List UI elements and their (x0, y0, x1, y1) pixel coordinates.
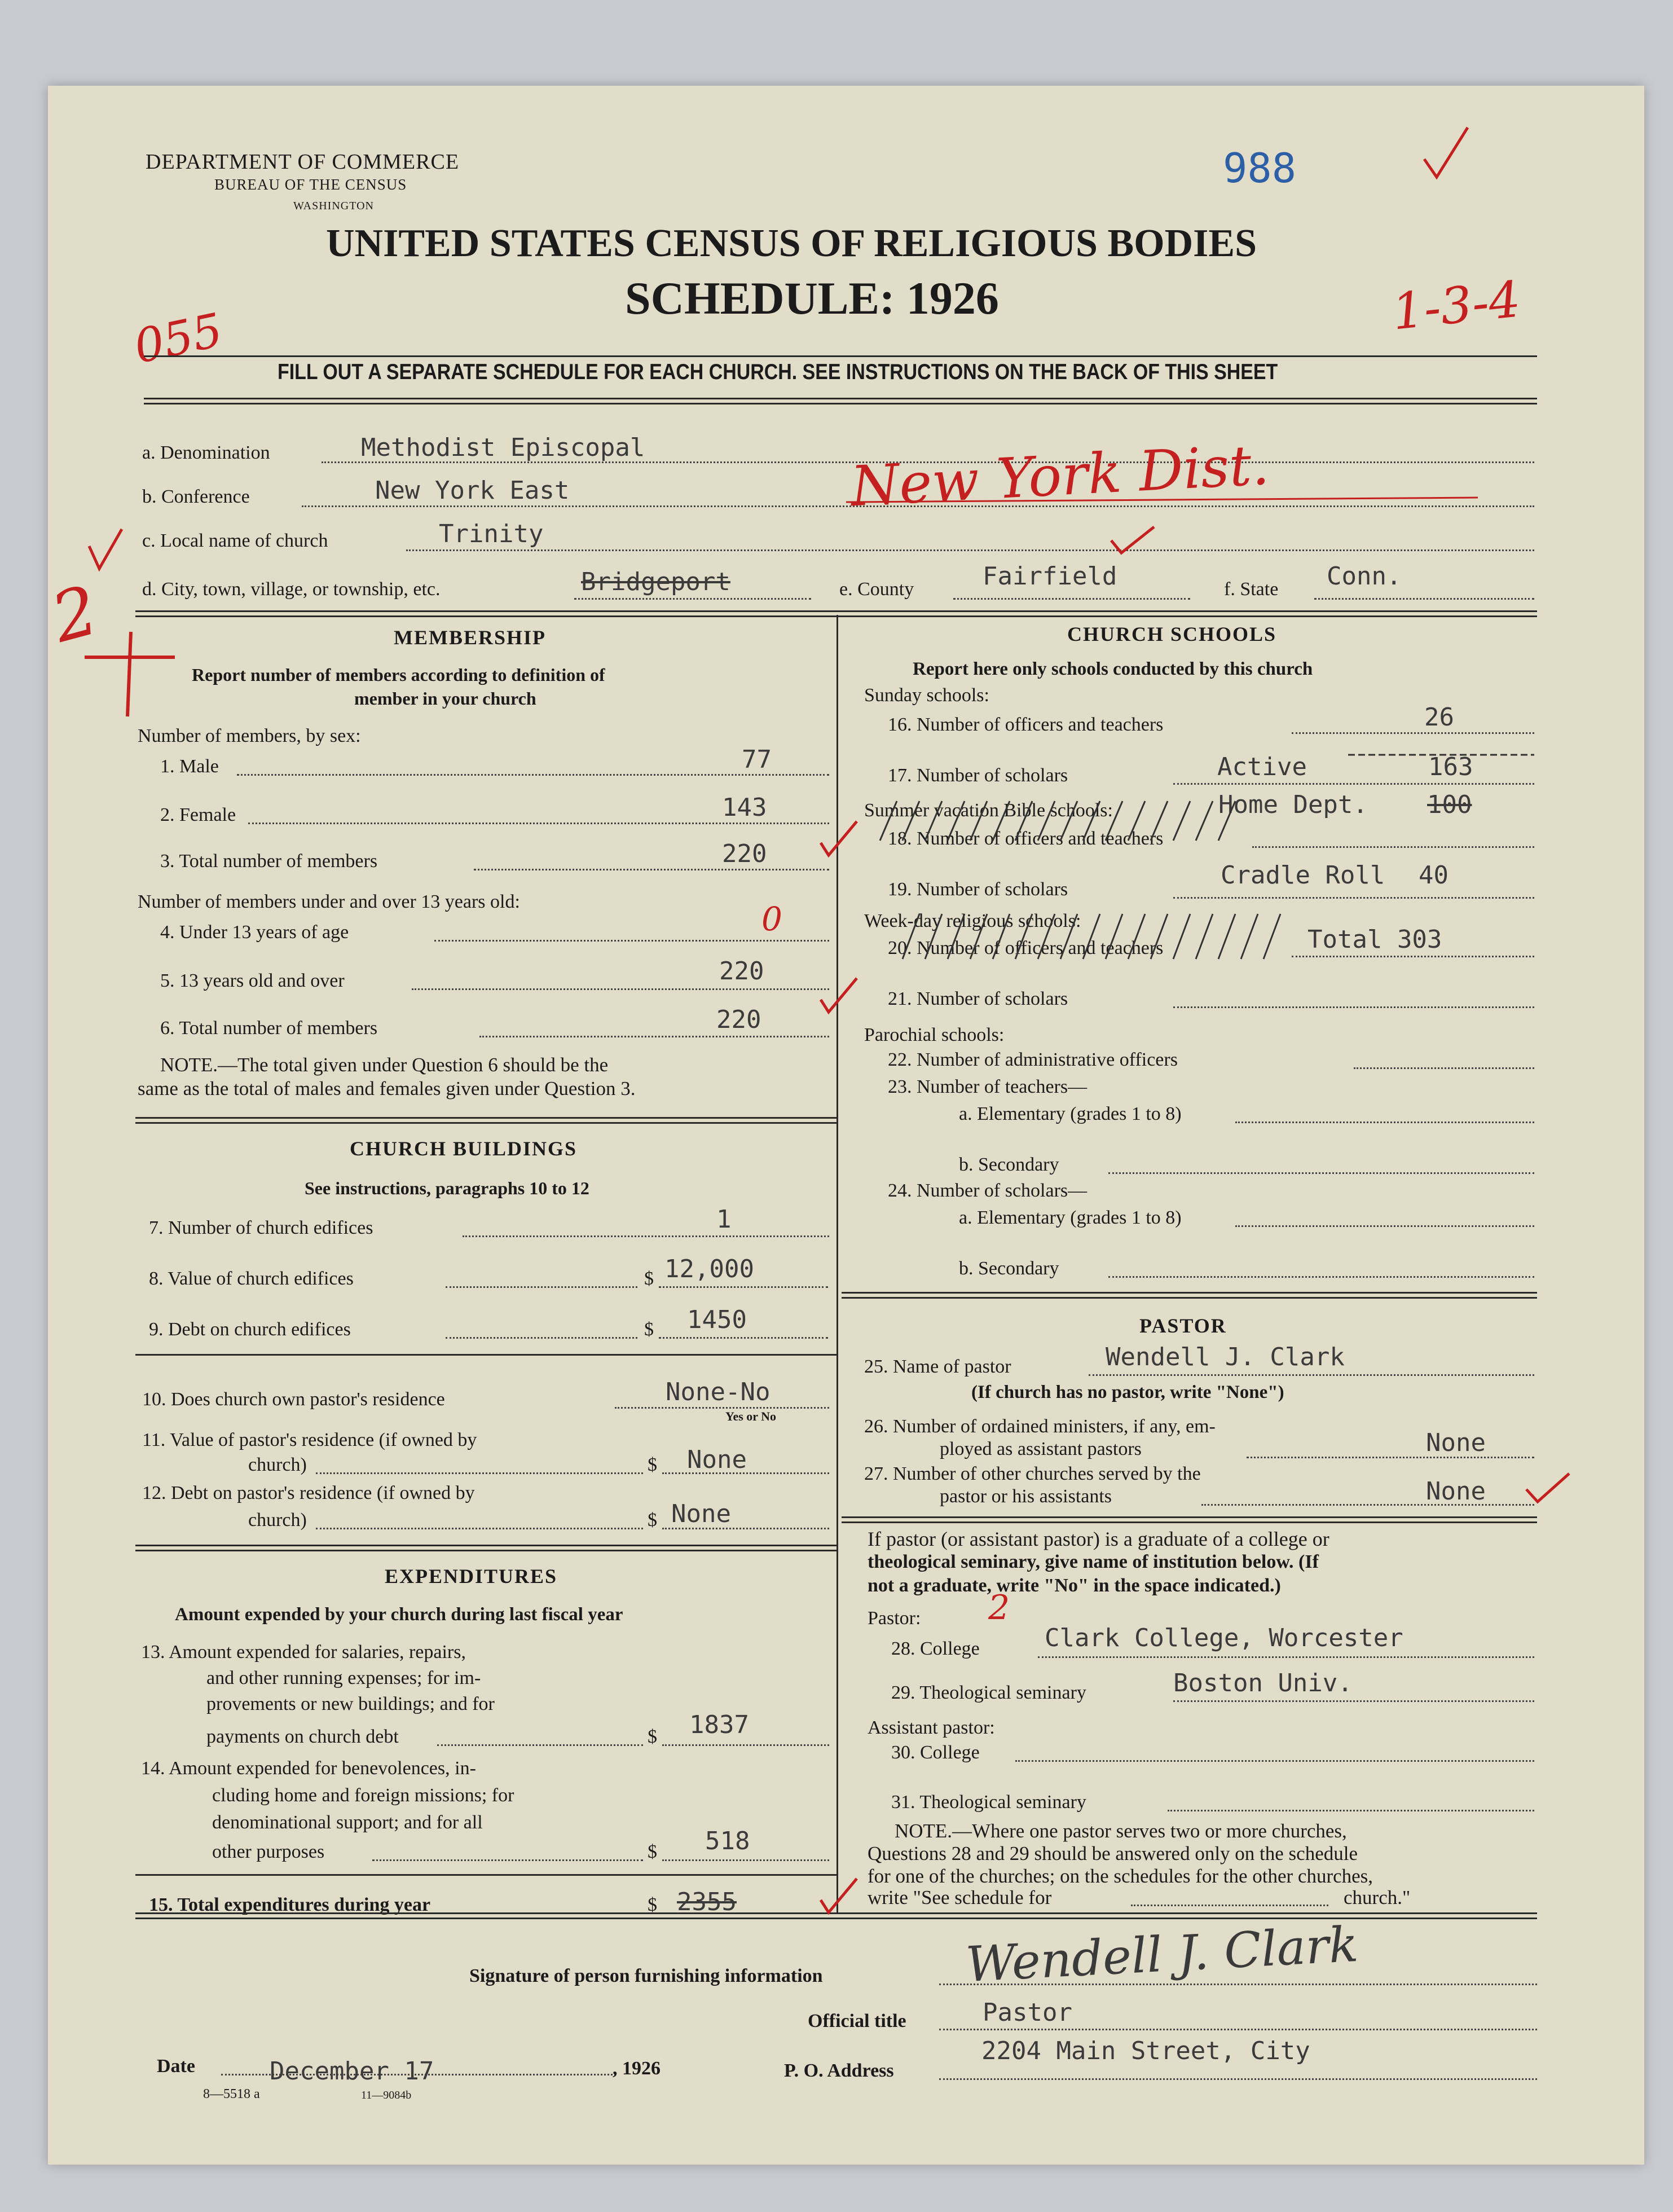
edifice-debt-amount: 1450 (687, 1305, 747, 1334)
vacation-officers-label: 18. Number of officers and teachers (888, 828, 1164, 849)
benevolences-label: other purposes (212, 1841, 325, 1862)
county-label: e. County (839, 579, 914, 600)
membership-note-a: NOTE.—The total given under Question 6 should be the (160, 1054, 609, 1076)
female-label: 2. Female (160, 804, 236, 825)
washington-label: WASHINGTON (293, 200, 374, 212)
seminary-label: 29. Theological seminary (891, 1682, 1086, 1703)
assistant-pastors-label: 26. Number of ordained ministers, if any, em- (864, 1416, 1216, 1437)
signature-label: Signature of person furnishing information (469, 1965, 823, 1986)
running-expenses-amount: 1837 (689, 1710, 749, 1739)
buildings-sub: See instructions, paragraphs 10 to 12 (305, 1178, 589, 1198)
hand-code-right: 1-3-4 (1389, 270, 1524, 341)
church-name-value: Trinity (439, 520, 544, 548)
parochial-schools-label: Parochial schools: (864, 1024, 1005, 1045)
residence-debt-label: church) (248, 1510, 307, 1531)
total-members-label: 3. Total number of members (160, 851, 378, 872)
sunday-scholars-count: 163 (1428, 753, 1473, 781)
assistant-college-label: 30. College (891, 1742, 980, 1763)
hand-underline (846, 498, 1478, 502)
over-13-label: 5. 13 years old and over (160, 970, 345, 991)
pastor-name-label: 25. Name of pastor (864, 1356, 1011, 1377)
signature: Wendell J. Clark (964, 1916, 1360, 1994)
residence-debt-amount: None (671, 1499, 731, 1528)
hand-code-left: 055 (129, 303, 227, 375)
pastor-name-value: Wendell J. Clark (1106, 1343, 1345, 1371)
scholars-secondary-label: b. Secondary (959, 1258, 1059, 1279)
form-title: UNITED STATES CENSUS OF RELIGIOUS BODIES (326, 222, 1257, 265)
denomination-label: a. Denomination (142, 442, 270, 463)
plus-mark-icon (85, 632, 175, 716)
college-label: 28. College (891, 1638, 980, 1659)
home-dept-count: 100 (1427, 790, 1472, 819)
other-churches-label: 27. Number of other churches served by the (864, 1463, 1201, 1484)
membership-heading: MEMBERSHIP (394, 626, 547, 649)
expenditures-sub: Amount expended by your church during last fiscal year (175, 1604, 623, 1625)
teachers-elementary-label: a. Elementary (grades 1 to 8) (959, 1103, 1182, 1124)
official-title-label: Official title (808, 2011, 906, 2031)
graduate-note: theological seminary, give name of institution below. (If (868, 1551, 1319, 1572)
sunday-scholars-label: 17. Number of scholars (888, 765, 1068, 786)
assistant-sub-label: Assistant pastor: (868, 1717, 995, 1738)
conference-value: New York East (375, 476, 570, 505)
vacation-scholars-label: 19. Number of scholars (888, 879, 1068, 900)
expenditures-heading: EXPENDITURES (385, 1565, 558, 1587)
benevolences-label: 14. Amount expended for benevolences, in- (141, 1758, 476, 1779)
other-churches-value: None (1426, 1477, 1486, 1506)
residence-label: 10. Does church own pastor's residence (142, 1389, 445, 1410)
serial-stamp: 988 (1223, 144, 1297, 192)
county-value: Fairfield (983, 562, 1117, 591)
dollar-sign: $ (648, 1454, 657, 1475)
instruction-bar: FILL OUT A SEPARATE SCHEDULE FOR EACH CHURCH. SEE INSTRUCTIONS ON THE BACK OF THIS SHEET (278, 360, 1278, 384)
check-mark-icon (821, 821, 857, 855)
sunday-schools-label: Sunday schools: (864, 685, 989, 706)
graduate-note: If pastor (or assistant pastor) is a graduate of a college or (868, 1528, 1329, 1550)
state-value: Conn. (1327, 562, 1402, 591)
check-mark-icon (821, 978, 857, 1012)
pastor-note: for one of the churches; on the schedules for the other churches, (868, 1865, 1373, 1887)
total-expenditures-amount: 2355 (677, 1888, 737, 1916)
assistant-seminary-label: 31. Theological seminary (891, 1792, 1086, 1813)
margin-handwritten-mark: 2 (44, 571, 106, 658)
parochial-scholars-label: 24. Number of scholars— (888, 1180, 1088, 1201)
running-expenses-label: 13. Amount expended for salaries, repairs, (141, 1642, 466, 1663)
parochial-teachers-label: 23. Number of teachers— (888, 1076, 1088, 1097)
form-subtitle: SCHEDULE: 1926 (625, 272, 999, 324)
yes-no-hint: Yes or No (725, 1409, 777, 1423)
over-13-value: 220 (719, 957, 764, 986)
residence-value-label: church) (248, 1454, 307, 1475)
dollar-sign: $ (648, 1510, 657, 1531)
cradle-roll-count: 40 (1419, 861, 1449, 890)
weekday-officers-label: 20. Number of officers and teachers (888, 938, 1164, 958)
male-label: 1. Male (160, 756, 219, 777)
dollar-sign: $ (644, 1319, 654, 1340)
form-number-b: 11—9084b (361, 2089, 412, 2101)
po-address-label: P. O. Address (784, 2060, 894, 2081)
department-label: DEPARTMENT OF COMMERCE (146, 150, 460, 174)
benevolences-label: cluding home and foreign missions; for (212, 1785, 514, 1806)
seminary-value: Boston Univ. (1173, 1669, 1353, 1698)
check-mark-icon (1111, 527, 1154, 553)
graduate-note: not a graduate, write "No" in the space indicated.) (868, 1575, 1281, 1596)
membership-note: member in your church (354, 688, 536, 709)
residence-value: None-No (666, 1378, 771, 1406)
college-value: Clark College, Worcester (1045, 1624, 1403, 1652)
date-value: December 17 (270, 2057, 434, 2086)
edifice-value-label: 8. Value of church edifices (149, 1268, 354, 1289)
buildings-heading: CHURCH BUILDINGS (350, 1137, 578, 1160)
schools-heading: CHURCH SCHOOLS (1067, 623, 1277, 645)
under-13-value: 0 (761, 900, 782, 938)
date-label: Date (157, 2056, 195, 2077)
total-members-value: 220 (722, 839, 767, 868)
under-13-label: 4. Under 13 years of age (160, 922, 349, 943)
check-mark-icon (821, 1879, 857, 1912)
edifices-label: 7. Number of church edifices (149, 1217, 373, 1238)
official-title-value: Pastor (983, 1998, 1072, 2027)
sunday-officers-label: 16. Number of officers and teachers (888, 714, 1164, 735)
running-expenses-label: and other running expenses; for im- (206, 1668, 481, 1688)
residence-value-amount: None (687, 1445, 747, 1474)
home-dept-value: Home Dept. (1218, 790, 1368, 819)
sunday-scholars-value: Active (1217, 753, 1307, 781)
pastor-name-hint: (If church has no pastor, write "None") (971, 1382, 1284, 1402)
check-mark-icon (89, 529, 122, 569)
strike-hatching (880, 801, 1280, 959)
check-mark-icon (1424, 127, 1468, 177)
pastor-sub-label: Pastor: (868, 1608, 921, 1629)
female-value: 143 (722, 793, 767, 822)
edifice-debt-label: 9. Debt on church edifices (149, 1319, 351, 1340)
bureau-label: BUREAU OF THE CENSUS (214, 176, 407, 193)
total-expenditures-label: 15. Total expenditures during year (149, 1894, 431, 1915)
pastor-note: write "See schedule for (868, 1886, 1052, 1908)
membership-note-b: same as the total of males and females given under Question 3. (138, 1078, 636, 1100)
assistant-pastors-label: ployed as assistant pastors (940, 1439, 1142, 1459)
check-mark-icon (1526, 1474, 1569, 1502)
teachers-secondary-label: b. Secondary (959, 1154, 1059, 1175)
membership-note: Report number of members according to definition of (192, 665, 605, 685)
running-expenses-label: provements or new buildings; and for (206, 1694, 495, 1714)
edifices-value: 1 (716, 1205, 732, 1234)
dollar-sign: $ (648, 1726, 657, 1747)
assistant-pastors-value: None (1426, 1428, 1486, 1457)
male-value: 77 (742, 745, 772, 774)
conference-handwritten: New York Dist. (849, 433, 1271, 520)
total-members-2-value: 220 (716, 1005, 761, 1034)
city-label: d. City, town, village, or township, etc. (142, 579, 441, 600)
dollar-sign: $ (644, 1268, 654, 1289)
city-value: Bridgeport (581, 568, 730, 596)
benevolences-label: denominational support; and for all (212, 1812, 483, 1833)
church-name-label: c. Local name of church (142, 530, 328, 551)
residence-value-label: 11. Value of pastor's residence (if owned by (142, 1430, 477, 1450)
pastor-note: Questions 28 and 29 should be answered only on the schedule (868, 1842, 1358, 1864)
schools-note: Report here only schools conducted by this church (913, 659, 1313, 679)
weekday-scholars-label: 21. Number of scholars (888, 988, 1068, 1009)
other-churches-label: pastor or his assistants (940, 1486, 1112, 1507)
dollar-sign: $ (648, 1841, 657, 1862)
scholars-elementary-label: a. Elementary (grades 1 to 8) (959, 1207, 1182, 1228)
dollar-sign: $ (648, 1894, 657, 1915)
cradle-roll-value: Cradle Roll (1221, 861, 1385, 890)
by-age-label: Number of members under and over 13 years old: (138, 891, 520, 912)
residence-debt-label: 12. Debt on pastor's residence (if owned by (142, 1483, 475, 1503)
vacation-schools-label: Summer vacation Bible schools: (864, 800, 1113, 821)
running-expenses-label: payments on church debt (206, 1726, 399, 1747)
conference-label: b. Conference (142, 486, 250, 507)
pastor-heading: PASTOR (1139, 1314, 1227, 1337)
denomination-value: Methodist Episcopal (361, 433, 645, 462)
state-label: f. State (1224, 579, 1279, 600)
weekday-schools-label: Week-day religious schools: (864, 911, 1081, 931)
sunday-officers-value: 26 (1424, 703, 1454, 732)
form-number-a: 8—5518 a (203, 2087, 260, 2101)
by-sex-label: Number of members, by sex: (138, 725, 361, 746)
pastor-note: NOTE.—Where one pastor serves two or more churches, (895, 1820, 1347, 1842)
edifice-value-amount: 12,000 (664, 1255, 754, 1283)
parochial-officers-label: 22. Number of administrative officers (888, 1049, 1178, 1070)
year-value: , 1926 (613, 2058, 661, 2079)
po-address-value: 2204 Main Street, City (981, 2037, 1310, 2065)
total-value: Total 303 (1307, 925, 1442, 954)
pastor-handwritten-mark: 2 (988, 1588, 1010, 1628)
pastor-note: church." (1344, 1886, 1411, 1908)
benevolences-amount: 518 (705, 1827, 750, 1855)
total-members-2-label: 6. Total number of members (160, 1018, 378, 1039)
